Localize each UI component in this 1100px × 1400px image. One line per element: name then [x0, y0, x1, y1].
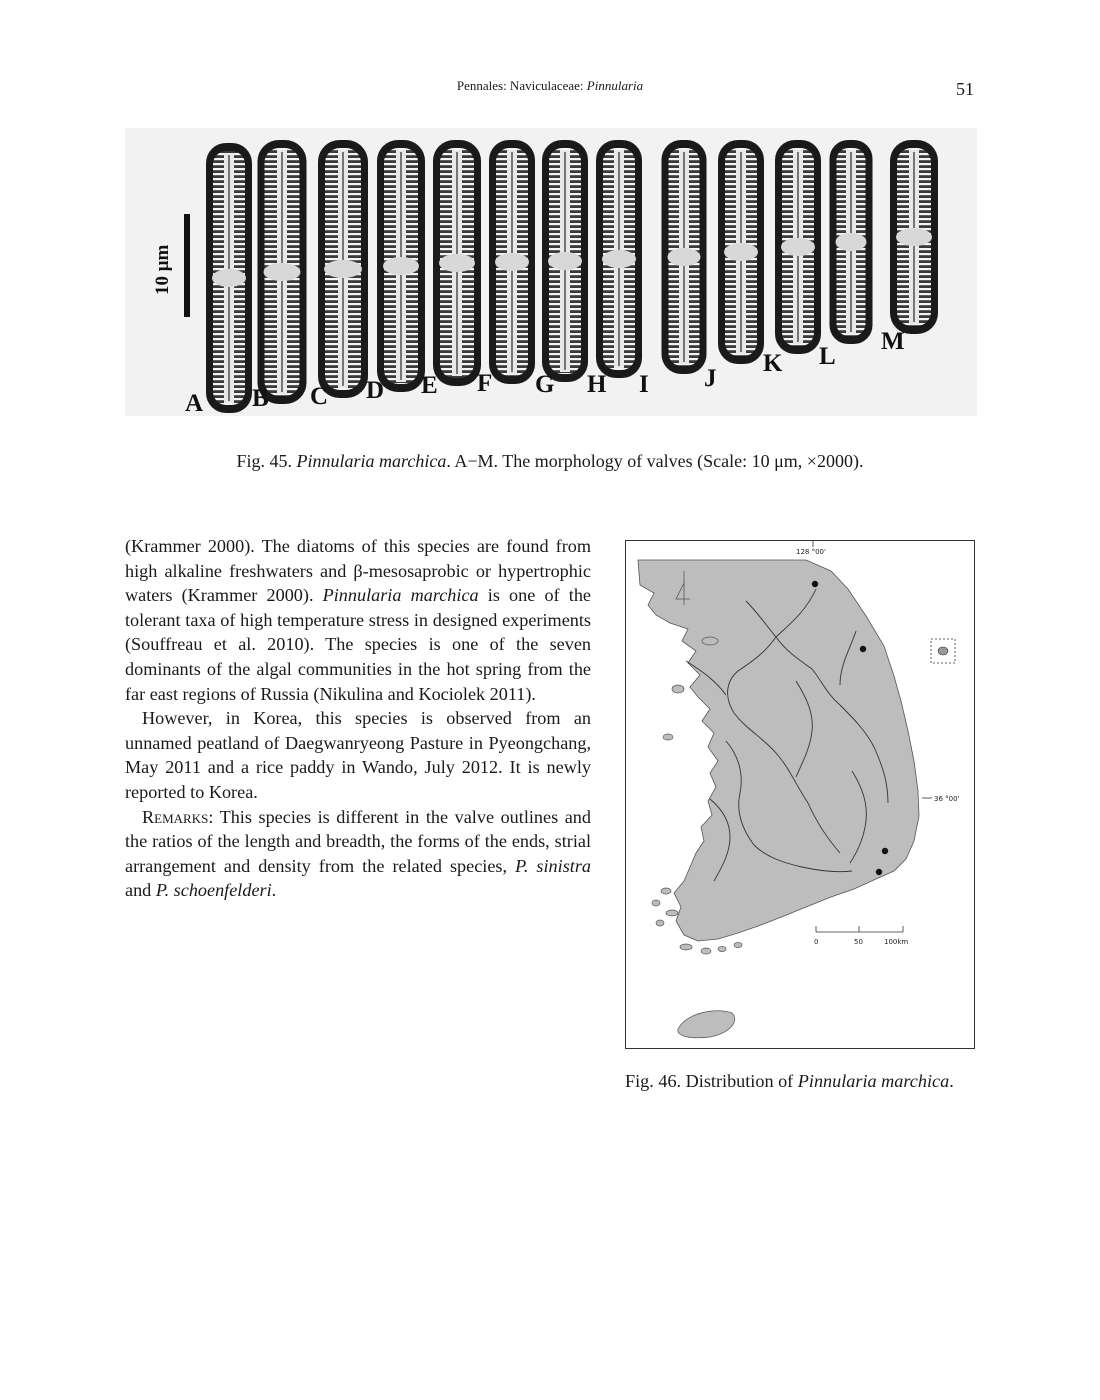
valve-letter: G — [535, 371, 555, 398]
valve-central-area — [383, 257, 419, 275]
valve-central-area — [439, 254, 475, 272]
caption46-species: Pinnularia marchica — [797, 1071, 950, 1091]
p3-end: . — [271, 880, 277, 901]
valve-letter: L — [819, 343, 836, 370]
running-head-prefix: Pennales: Naviculaceae: — [456, 78, 587, 93]
p3-text-a: : This species is different in the valve outlines and the ratios of the length and breadth, the forms of the ends, strial arrangement and density from the related species, — [125, 806, 591, 876]
map-scale-bar — [816, 926, 903, 932]
valve-letter: I — [639, 371, 649, 398]
caption45-rest: . A−M. The morphology of valves (Scale: 10 μm, ×2000). — [446, 451, 864, 471]
valve-central-area — [781, 238, 815, 256]
valve-letter: D — [366, 377, 385, 404]
valve-letter: F — [477, 370, 493, 397]
diatom-plate-image — [125, 128, 977, 416]
valve-letter: J — [704, 365, 717, 392]
valve-letter: C — [310, 383, 329, 410]
valve-letter: B — [252, 385, 269, 412]
jeju-island — [678, 1011, 735, 1038]
ulleungdo-island — [938, 647, 948, 655]
valve-central-area — [602, 250, 636, 268]
caption45-species: Pinnularia marchica — [296, 451, 447, 471]
caption46-end: . — [949, 1071, 954, 1091]
diatom-plate-figure — [125, 128, 977, 416]
valve-central-area — [264, 263, 301, 281]
p3-and: and — [125, 880, 156, 901]
figure-46-caption — [625, 1069, 975, 1094]
valve-group — [206, 140, 938, 413]
scale-bar — [184, 214, 190, 317]
occurrence-point — [882, 848, 888, 854]
valve-central-area — [724, 243, 758, 261]
korea-map-image — [626, 541, 974, 1048]
p1-text-b: is one of the tolerant taxa of high temperature stress in designed experiments (Souffreau et al. 2010). The species is one of the seven dominants of the algal communities in the hot spring from the far east regions of Russia (Nikulina and Kociolek 2011). — [125, 585, 591, 704]
figure-45-caption — [0, 451, 1100, 472]
valve-letter: K — [763, 350, 783, 377]
valve-letter: H — [587, 371, 607, 398]
page-number: 51 — [956, 79, 974, 99]
valve-central-area — [896, 228, 932, 246]
scale-tick-100km: 100km — [884, 938, 909, 946]
caption45-prefix: Fig. 45. — [236, 451, 297, 471]
distribution-map — [625, 540, 975, 1049]
scale-tick-0: 0 — [814, 938, 819, 946]
valve-letter: A — [185, 390, 204, 416]
valve-letter: E — [421, 372, 438, 399]
paragraph-remarks — [125, 805, 591, 903]
valve-central-area — [548, 252, 582, 270]
longitude-label: 128 °00' — [796, 548, 826, 556]
running-head-genus: Pinnularia — [586, 78, 644, 93]
paragraph-1 — [125, 534, 591, 706]
occurrence-point — [876, 869, 882, 875]
valve-letter: M — [881, 328, 905, 355]
valve-central-area — [324, 260, 362, 278]
valve-central-area — [495, 253, 529, 271]
p3-species-2: P. schoenfelderi — [155, 880, 272, 901]
scale-tick-50: 50 — [854, 938, 863, 946]
occurrence-point — [860, 646, 866, 652]
p1-species: Pinnularia marchica — [322, 585, 479, 606]
caption46-prefix: Fig. 46. Distribution of — [625, 1071, 798, 1091]
remarks-label: Remarks — [142, 806, 209, 827]
valve-central-area — [836, 233, 867, 251]
p3-species-1: P. sinistra — [515, 855, 591, 876]
map-landmass-north — [638, 560, 919, 941]
occurrence-point — [812, 581, 818, 587]
latitude-label: 36 °00' — [934, 795, 960, 803]
body-text — [125, 534, 591, 903]
p1-text-a: (Krammer 2000). The diatoms of this species are found from high alkaline freshwaters and β-mesosaprobic or hypertrophic waters (Krammer 2000). — [125, 536, 591, 606]
paragraph-2: However, in Korea, this species is observed from an unnamed peatland of Daegwanryeong Pasture in Pyeongchang, May 2011 and a rice paddy in Wando, July 2012. It is newly reported to Korea. — [125, 708, 591, 802]
running-head — [0, 78, 1100, 94]
scale-bar-label: 10 μm — [152, 244, 173, 295]
valve-central-area — [212, 269, 246, 287]
valve-central-area — [668, 248, 701, 266]
